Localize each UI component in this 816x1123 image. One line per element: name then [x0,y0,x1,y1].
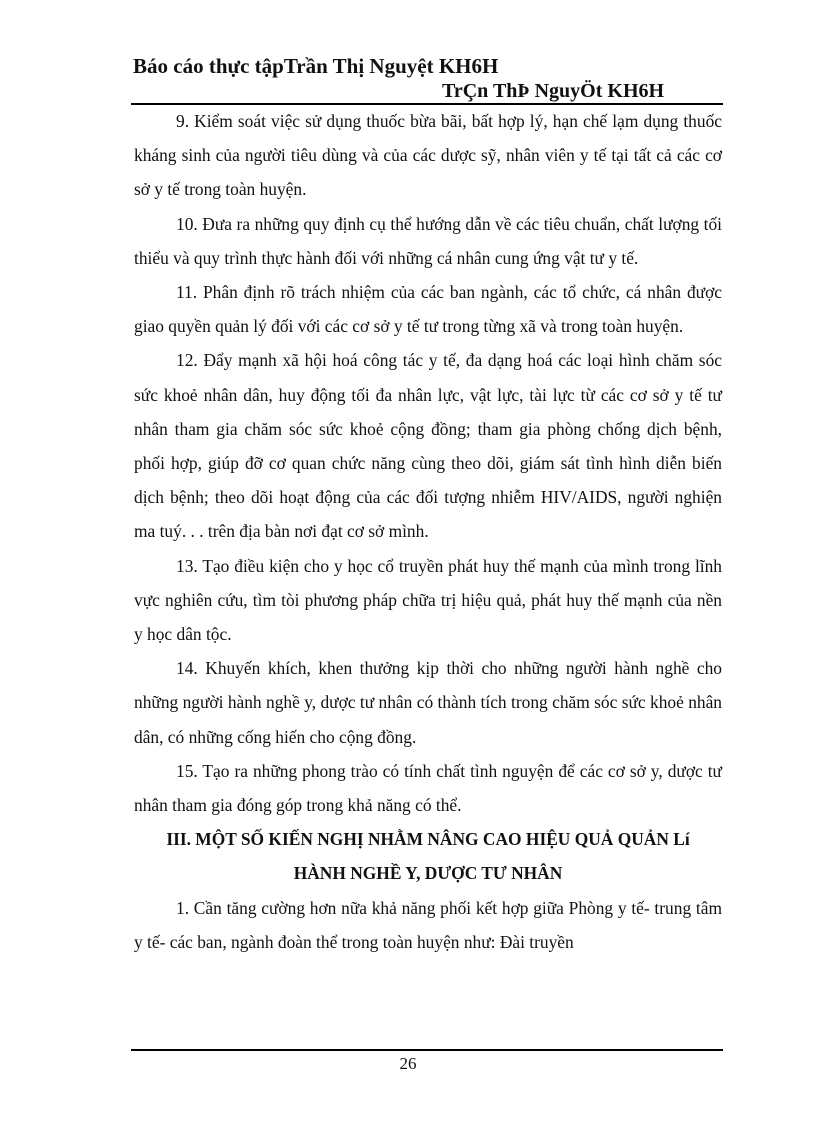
section-heading-line1: III. MỘT SỐ KIẾN NGHỊ NHẰM NÂNG CAO HIỆU QUẢ QUẢN Lí [166,829,690,850]
footer-rule [131,1049,723,1051]
section-heading-line2: HÀNH NGHỀ Y, DƯỢC TƯ NHÂN [293,863,563,884]
page-number: 26 [399,1054,417,1073]
page-body [134,104,722,959]
paragraph-9: 9. Kiểm soát việc sử dụng thuốc bừa bãi, bất hợp lý, hạn chế lạm dụng thuốc kháng sinh của người tiêu dùng và của các dược sỹ, nhân viên y tế tại tất cả các cơ sở y tế trong toàn huyện. [134,111,722,200]
paragraph-12: 12. Đẩy mạnh xã hội hoá công tác y tế, đa dạng hoá các loại hình chăm sóc sức khoẻ nhân dân, huy động tối đa nhân lực, vật lực, tài lực từ các cơ sở y tế tư nhân tham gia chăm sóc sức khoẻ cộng đồng; tham gia phòng chống dịch bệnh, phối hợp, giúp đỡ cơ quan chức năng cùng theo dõi, giám sát tình hình diễn biến dịch bệnh; theo dõi hoạt động của các đối tượng nhiễm HIV/AIDS, người nghiện ma tuý. . . trên địa bàn nơi đạt cơ sở mình. [134,350,722,542]
running-header-title: Báo cáo thực tậpTrần Thị Nguyệt KH6H [133,54,499,78]
paragraph-section-1: 1. Cần tăng cường hơn nữa khả năng phối kết hợp giữa Phòng y tế- trung tâm y tế- các ban, ngành đoàn thể trong toàn huyện như: Đài truyền [134,897,722,952]
paragraph-11: 11. Phân định rõ trách nhiệm của các ban ngành, các tổ chức, cá nhân được giao quyền quản lý đối với các cơ sở y tế tư trong từng xã và trong toàn huyện. [134,282,722,337]
paragraph-10: 10. Đưa ra những quy định cụ thể hướng dẫn về các tiêu chuẩn, chất lượng tối thiểu và quy trình thực hành đối với những cá nhân cung ứng vật tư y tế. [134,213,722,268]
paragraph-13: 13. Tạo điều kiện cho y học cổ truyền phát huy thế mạnh của mình trong lĩnh vực nghiên cứu, tìm tòi phương pháp chữa trị hiệu quả, phát huy thế mạnh của nền y học dân tộc. [134,555,722,645]
paragraph-14: 14. Khuyến khích, khen thưởng kịp thời cho những người hành nghề cho những người hành nghề y, dược tư nhân có thành tích trong chăm sóc sức khoẻ nhân dân, có những cống hiến cho cộng đồng. [134,658,722,747]
paragraph-15: 15. Tạo ra những phong trào có tính chất tình nguyện để các cơ sở y, dược tư nhân tham gia đóng góp trong khả năng có thể. [134,760,722,816]
running-header-author: TrÇn ThÞ NguyÖt KH6H [442,80,665,102]
